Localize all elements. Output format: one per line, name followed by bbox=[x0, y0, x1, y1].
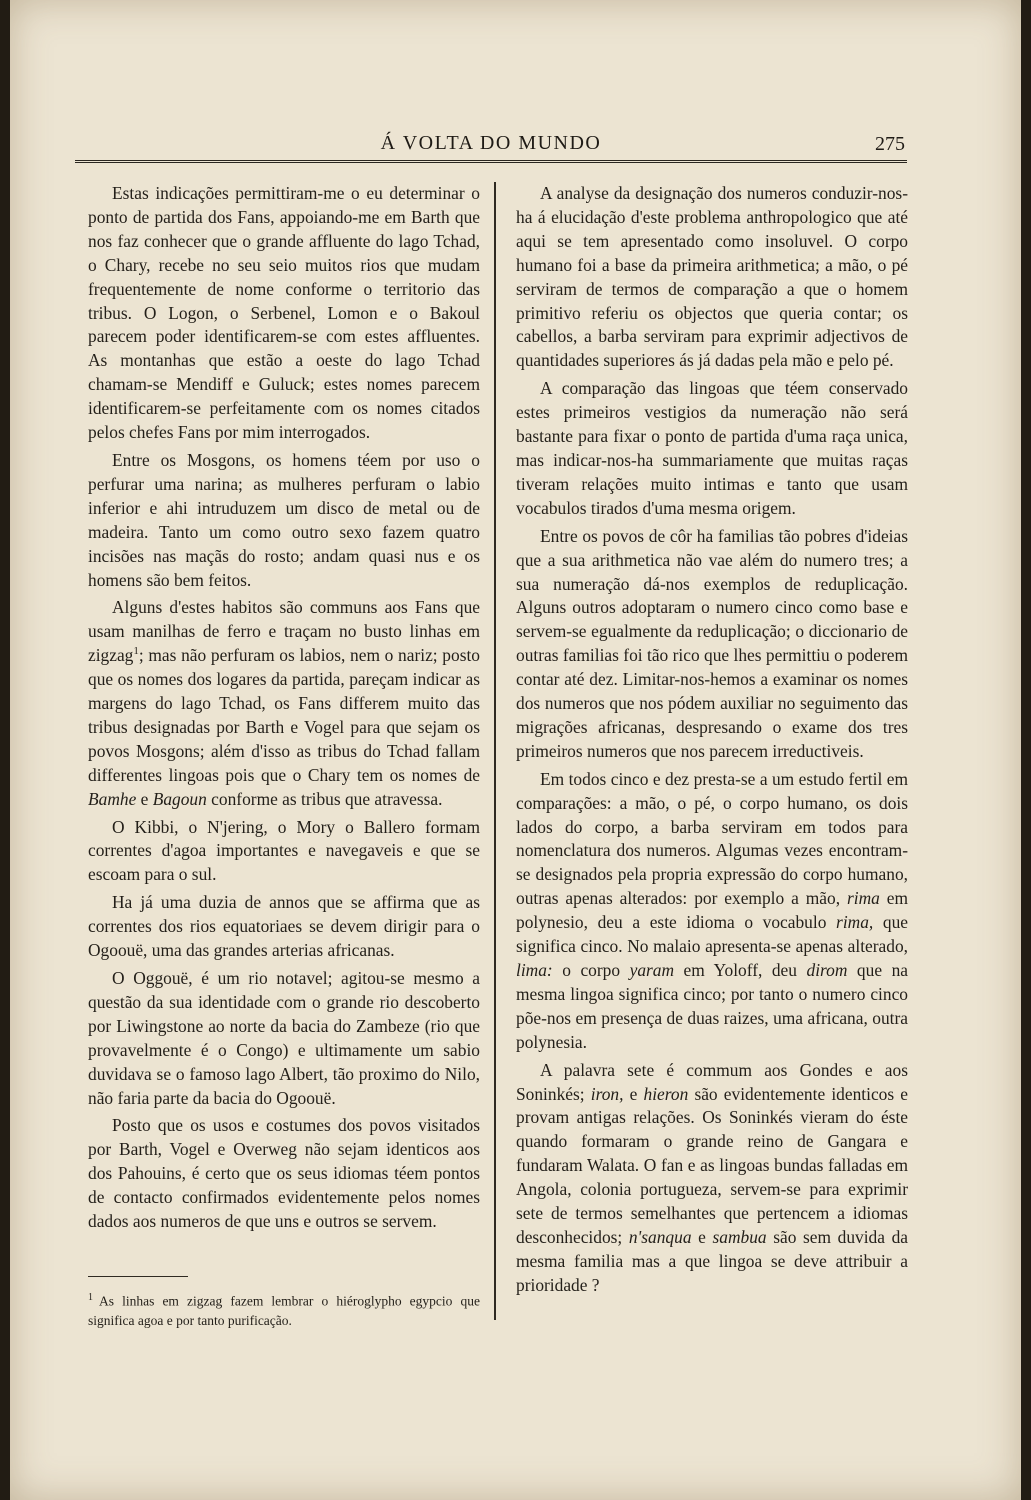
italic-term: hieron bbox=[643, 1083, 689, 1104]
book-page bbox=[10, 0, 1021, 1500]
italic-term: lima: bbox=[516, 960, 553, 980]
column-divider bbox=[494, 182, 496, 1320]
text-run: o corpo bbox=[552, 960, 630, 980]
text-run: conforme as tribus que atravessa. bbox=[206, 788, 443, 809]
text-run: A palavra sete é commum aos Gondes e aos Soninkés; bbox=[516, 1059, 908, 1104]
footnote-text: As linhas em zigzag fazem lembrar o hiéroglypho egypcio que significa agoa e por tanto purificação. bbox=[88, 1293, 480, 1328]
text-run: ; mas não perfuram os labios, nem o nariz; posto que os nomes dos logares da partida, pareçam indicar as margens do lago Tchad, os Fans differem muito das tribus designadas por Barth e Vogel para que sejam os povos Mosgons; além d'isso as tribus do Tchad fallam differentes lingoas pois que o Chary tem os nomes de bbox=[88, 645, 480, 785]
text-run: e bbox=[623, 1083, 644, 1104]
italic-term: sambua bbox=[712, 1226, 767, 1247]
footnote-mark: 1 bbox=[88, 1292, 93, 1303]
left-column bbox=[88, 182, 480, 1238]
italic-term: yaram bbox=[629, 960, 675, 980]
paragraph: O Oggouë, é um rio notavel; agitou-se mesmo a questão da sua identidade com o grande rio descoberto por Liwingstone ao norte da bacia do Zambeze (rio que provavelmente é o Congo) e ultimamente um sabio duvidava se o famoso lago Albert, tão proximo do Nilo, não faria parte da bacia do Ogoouë. bbox=[88, 968, 480, 1108]
paragraph: A comparação das lingoas que téem conservado estes primeiros vestigios da numeração não será bastante para fixar o ponto de partida d'uma raça unica, mas indicar-nos-ha summariamente que muitas raças tiveram relações muito intimas e tanto que usam vocabulos tirados d'uma mesma origem. bbox=[516, 378, 908, 518]
footnote-reference[interactable]: 1 bbox=[133, 645, 139, 658]
footnote-rule bbox=[88, 1276, 188, 1277]
text-run: e bbox=[136, 788, 153, 809]
text-run: são sem duvida da mesma familia mas a que lingoa se deve attribuir a prioridade ? bbox=[516, 1226, 908, 1295]
paragraph: A analyse da designação dos numeros conduzir-nos-ha á elucidação d'este problema anthropologico que até aqui se tem apresentado como insoluvel. O corpo humano foi a base da primeira arithmetica; a mão, o pé serviram de termos de comparação a que o homem primitivo referiu os objectos que queria contar; os cabellos, a barba serviram para exprimir adjectivos de quantidades superiores ás já dadas pela mão e pelo pé. bbox=[516, 183, 908, 371]
paragraph: Ha já uma duzia de annos que se affirma que as correntes dos rios equatoriaes se devem dirigir para o Ogoouë, uma das grandes arterias africanas. bbox=[88, 892, 480, 961]
text-run: em polynesio, deu a este idioma o vocabulo bbox=[516, 888, 908, 933]
text-run: são evidentemente identicos e provam antigas relações. Os Soninkés vieram do éste quando formaram o grande reino de Gangara e fundaram Walata. O fan e as lingoas bundas falladas em Angola, colonia portugueza, servem-se para exprimir sete de termos semelhantes que pertencem a idiomas desconhecidos; bbox=[516, 1083, 908, 1247]
italic-term: Bamhe bbox=[88, 788, 137, 809]
footnote bbox=[88, 1288, 480, 1330]
italic-term: rima bbox=[846, 888, 880, 909]
running-title: Á VOLTA DO MUNDO bbox=[380, 132, 602, 154]
paragraph bbox=[88, 596, 480, 811]
page-header bbox=[75, 130, 907, 163]
paragraph bbox=[516, 1059, 908, 1298]
italic-term: dirom bbox=[806, 960, 848, 980]
italic-term: rima, bbox=[836, 912, 874, 933]
page-number: 275 bbox=[875, 133, 905, 155]
text-run: Alguns d'estes habitos são communs aos Fans que usam manilhas de ferro e traçam no busto linhas em zigzag bbox=[88, 597, 480, 666]
italic-term: Bagoun bbox=[152, 788, 207, 809]
right-column bbox=[516, 182, 908, 1302]
paragraph bbox=[516, 768, 908, 1055]
paragraph: O Kibbi, o N'jering, o Mory o Ballero formam correntes d'agoa importantes e navegaveis e que se escoam para o sul. bbox=[88, 816, 480, 885]
text-run: em Yoloff, deu bbox=[674, 960, 807, 980]
paragraph: Entre os povos de côr ha familias tão pobres d'ideias que a sua arithmetica não vae além do numero tres; a sua numeração dá-nos exemplos de reduplicação. Alguns outros adoptaram o numero cinco como base e servem-se egualmente da reduplicação; o diccionario de outras familias foi tão rico que lhes permittiu o poderem contar até dez. Limitar-nos-hemos a examinar os nomes dos numeros que nos pódem auxiliar no seguimento das migrações africanas, despresando o exame dos tres primeiros numeros que nos parecem irreductiveis. bbox=[516, 525, 908, 761]
text-run: que na mesma lingoa significa cinco; por tanto o numero cinco põe-nos em presença de duas raizes, uma africana, outra polynesia. bbox=[516, 960, 908, 1052]
paragraph: Entre os Mosgons, os homens téem por uso o perfurar uma narina; as mulheres perfuram o labio inferior e ahi intruduzem um disco de metal ou de madeira. Tanto um como outro sexo fazem quatro incisões nas maçãs do rosto; andam quasi nus e os homens são bem feitos. bbox=[88, 449, 480, 590]
text-run: e bbox=[691, 1226, 713, 1247]
text-run: que significa cinco. No malaio apresenta-se apenas alterado, bbox=[516, 912, 908, 957]
text-run: Em todos cinco e dez presta-se a um estudo fertil em comparações: a mão, o pé, o corpo humano, os dois lados do corpo, a barba serviram em todos para nomenclatura dos numeros. Algumas vezes encontram-se designados pela propria expressão do corpo humano, outras apenas alterados: por exemplo a mão, bbox=[516, 768, 908, 909]
paragraph: Posto que os usos e costumes dos povos visitados por Barth, Vogel e Overweg não sejam identicos aos dos Pahouins, é certo que os seus idiomas téem pontos de contacto confirmados evidentemente pelos nomes dados aos numeros de que uns e outros se servem. bbox=[88, 1115, 480, 1232]
italic-term: n'sanqua bbox=[628, 1226, 692, 1247]
paragraph: Estas indicações permittiram-me o eu determinar o ponto de partida dos Fans, appoiando-me em Barth que nos faz conhecer que o grande affluente do lago Tchad, o Chary, recebe no seu seio muitos rios que mudam frequentemente de nome conforme o territorio das tribus. O Logon, o Serbenel, Lomon e o Bakoul parecem poder identificarem-se com estes affluentes. As montanhas que estão a oeste do lago Tchad chamam-se Mendiff e Guluck; estes nomes parecem identificarem-se perfeitamente com os nomes citados pelos chefes Fans por mim interrogados. bbox=[88, 183, 480, 443]
italic-term: iron, bbox=[590, 1083, 624, 1104]
